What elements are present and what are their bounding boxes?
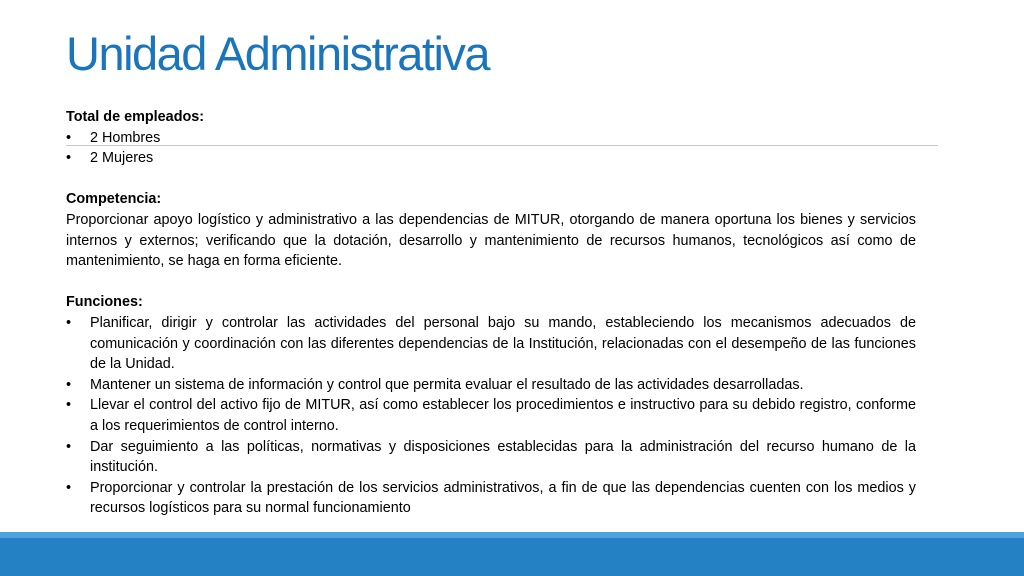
employees-men: 2 Hombres [90, 129, 161, 146]
employees-women: 2 Mujeres [90, 150, 154, 167]
bullet-icon: • [66, 314, 72, 331]
competence-heading: Competencia: [66, 191, 162, 208]
list-item [66, 313, 916, 375]
function-text: Mantener un sistema de información y control que permita evaluar el resultado de las actividades desarrolladas. [90, 376, 804, 393]
function-text: Planificar, dirigir y controlar las actividades del personal bajo su mando, estableciendo los mecanismos adecuados de comunicación y coordinación con las diferentes dependencias de la Institución, relacionadas con el desempeño de las funciones de la Unidad. [90, 314, 916, 373]
functions-heading: Funciones: [66, 294, 143, 311]
list-item [66, 437, 916, 478]
employees-heading: Total de empleados: [66, 109, 205, 125]
spacer [66, 169, 916, 190]
function-text: Proporcionar y controlar la prestación de los servicios administrativos, a fin de que las dependencias cuenten con los medios y recursos logísticos para su normal funcionamiento [90, 479, 916, 517]
slide-title: Unidad Administrativa [66, 27, 490, 80]
footer-bar [0, 538, 1024, 576]
spacer [66, 272, 916, 293]
list-item [66, 395, 916, 436]
list-item [66, 128, 916, 149]
competence-text: Proporcionar apoyo logístico y administrativo a las dependencias de MITUR, otorgando de manera oportuna los bienes y servicios internos y externos; verificando que la dotación, desarrollo y mantenimiento de recursos humanos, tecnológicos así como de mantenimiento, se haga en forma eficiente. [66, 211, 916, 270]
bullet-icon: • [66, 376, 72, 393]
function-text: Llevar el control del activo fijo de MITUR, así como establecer los procedimientos e instructivo para su debido registro, conforme a los requerimientos de control interno. [90, 397, 916, 434]
bullet-icon: • [66, 397, 72, 414]
bullet-icon: • [66, 479, 72, 496]
list-item [66, 375, 916, 396]
function-text: Dar seguimiento a las políticas, normativas y disposiciones establecidas para la administración del recurso humano de la institución. [90, 438, 916, 476]
bullet-icon: • [66, 129, 72, 146]
list-item [66, 148, 916, 169]
employees-list [66, 128, 916, 169]
bullet-icon: • [66, 438, 72, 455]
list-item [66, 478, 916, 519]
slide-body [66, 107, 916, 519]
bullet-icon: • [66, 150, 72, 167]
functions-list [66, 313, 916, 519]
